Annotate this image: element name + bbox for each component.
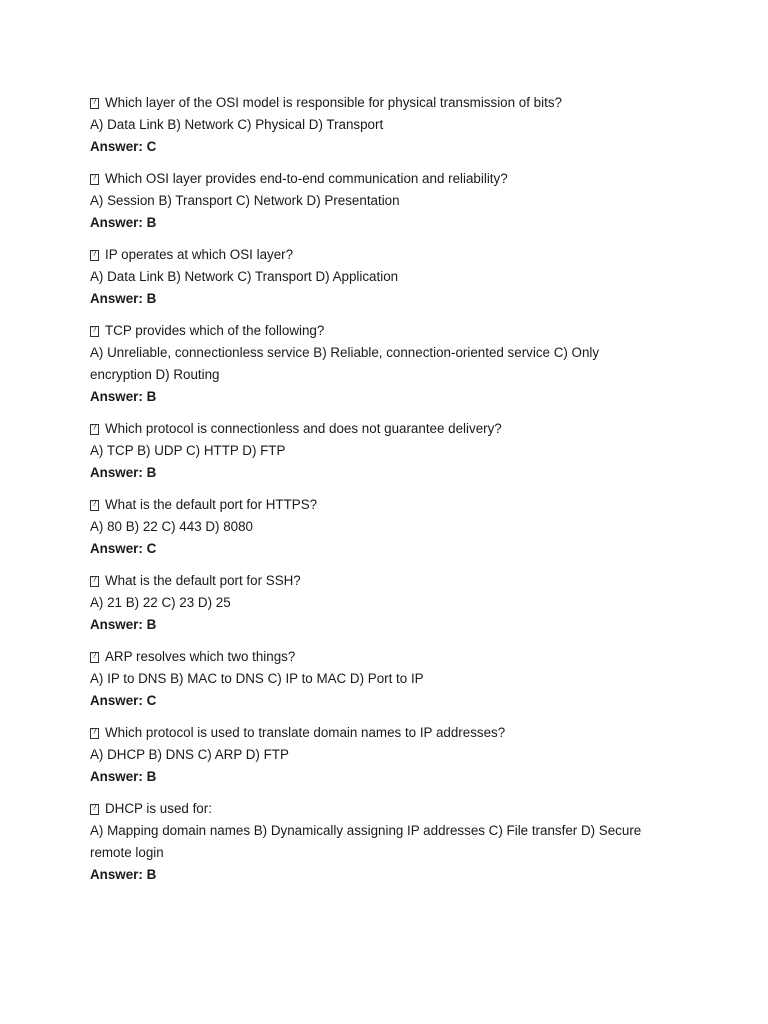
question-text: Which protocol is connectionless and does not guarantee delivery? — [105, 421, 502, 436]
question-text: Which OSI layer provides end-to-end communication and reliability? — [105, 171, 508, 186]
question-block-10 — [90, 798, 690, 886]
question-text: ARP resolves which two things? — [105, 649, 296, 664]
question-text: IP operates at which OSI layer? — [105, 247, 294, 262]
question-line — [90, 320, 690, 342]
question-line — [90, 646, 690, 668]
answer-options: A) 80 B) 22 C) 443 D) 8080 — [90, 519, 254, 534]
answer-value: C — [146, 139, 157, 154]
answer-line — [90, 462, 690, 484]
answer-line — [90, 212, 690, 234]
answer-label: Answer: — [90, 215, 143, 230]
answer-options: A) Unreliable, connectionless service B) Reliable, connection-oriented service C) Only encryption D) Routing — [90, 345, 600, 382]
question-bullet-icon — [90, 576, 99, 587]
answer-label: Answer: — [90, 693, 143, 708]
answer-value: C — [146, 541, 157, 556]
question-block-8 — [90, 646, 690, 712]
answer-label: Answer: — [90, 139, 143, 154]
question-line — [90, 418, 690, 440]
answer-line — [90, 386, 690, 408]
question-bullet-icon — [90, 326, 99, 337]
question-block-5 — [90, 418, 690, 484]
answer-value: B — [146, 769, 157, 784]
answer-options: A) Mapping domain names B) Dynamically assigning IP addresses C) File transfer D) Secure remote login — [90, 823, 642, 860]
answer-options: A) IP to DNS B) MAC to DNS C) IP to MAC D) Port to IP — [90, 671, 424, 686]
question-line — [90, 168, 690, 190]
answer-value: C — [146, 693, 157, 708]
answer-label: Answer: — [90, 465, 143, 480]
answer-value: B — [146, 867, 157, 882]
answer-line — [90, 538, 690, 560]
question-bullet-icon — [90, 250, 99, 261]
answer-value: B — [146, 291, 157, 306]
question-bullet-icon — [90, 98, 99, 109]
question-bullet-icon — [90, 652, 99, 663]
question-line — [90, 92, 690, 114]
question-block-3 — [90, 244, 690, 310]
question-bullet-icon — [90, 500, 99, 511]
question-bullet-icon — [90, 728, 99, 739]
answer-options: A) Data Link B) Network C) Physical D) Transport — [90, 117, 384, 132]
answer-line — [90, 864, 690, 886]
question-text: DHCP is used for: — [105, 801, 212, 816]
question-text: TCP provides which of the following? — [105, 323, 325, 338]
answer-options: A) DHCP B) DNS C) ARP D) FTP — [90, 747, 289, 762]
question-line — [90, 722, 690, 744]
question-block-4 — [90, 320, 690, 408]
answer-options: A) 21 B) 22 C) 23 D) 25 — [90, 595, 231, 610]
quiz-document — [90, 92, 690, 896]
question-line — [90, 570, 690, 592]
question-text: What is the default port for HTTPS? — [105, 497, 318, 512]
answer-options: A) Session B) Transport C) Network D) Presentation — [90, 193, 400, 208]
question-bullet-icon — [90, 424, 99, 435]
question-block-6 — [90, 494, 690, 560]
answer-label: Answer: — [90, 617, 143, 632]
answer-options: A) TCP B) UDP C) HTTP D) FTP — [90, 443, 286, 458]
answer-value: B — [146, 215, 157, 230]
answer-value: B — [146, 389, 157, 404]
answer-value: B — [146, 617, 157, 632]
question-bullet-icon — [90, 804, 99, 815]
answer-value: B — [146, 465, 157, 480]
question-line — [90, 798, 690, 820]
question-bullet-icon — [90, 174, 99, 185]
answer-line — [90, 136, 690, 158]
answer-label: Answer: — [90, 291, 143, 306]
answer-line — [90, 690, 690, 712]
question-block-7 — [90, 570, 690, 636]
question-block-9 — [90, 722, 690, 788]
answer-label: Answer: — [90, 867, 143, 882]
question-block-2 — [90, 168, 690, 234]
answer-line — [90, 288, 690, 310]
answer-line — [90, 766, 690, 788]
answer-label: Answer: — [90, 541, 143, 556]
question-text: Which protocol is used to translate domain names to IP addresses? — [105, 725, 506, 740]
question-text: Which layer of the OSI model is responsible for physical transmission of bits? — [105, 95, 562, 110]
question-text: What is the default port for SSH? — [105, 573, 301, 588]
answer-label: Answer: — [90, 389, 143, 404]
question-line — [90, 244, 690, 266]
answer-label: Answer: — [90, 769, 143, 784]
answer-options: A) Data Link B) Network C) Transport D) Application — [90, 269, 399, 284]
answer-line — [90, 614, 690, 636]
question-block-1 — [90, 92, 690, 158]
question-line — [90, 494, 690, 516]
